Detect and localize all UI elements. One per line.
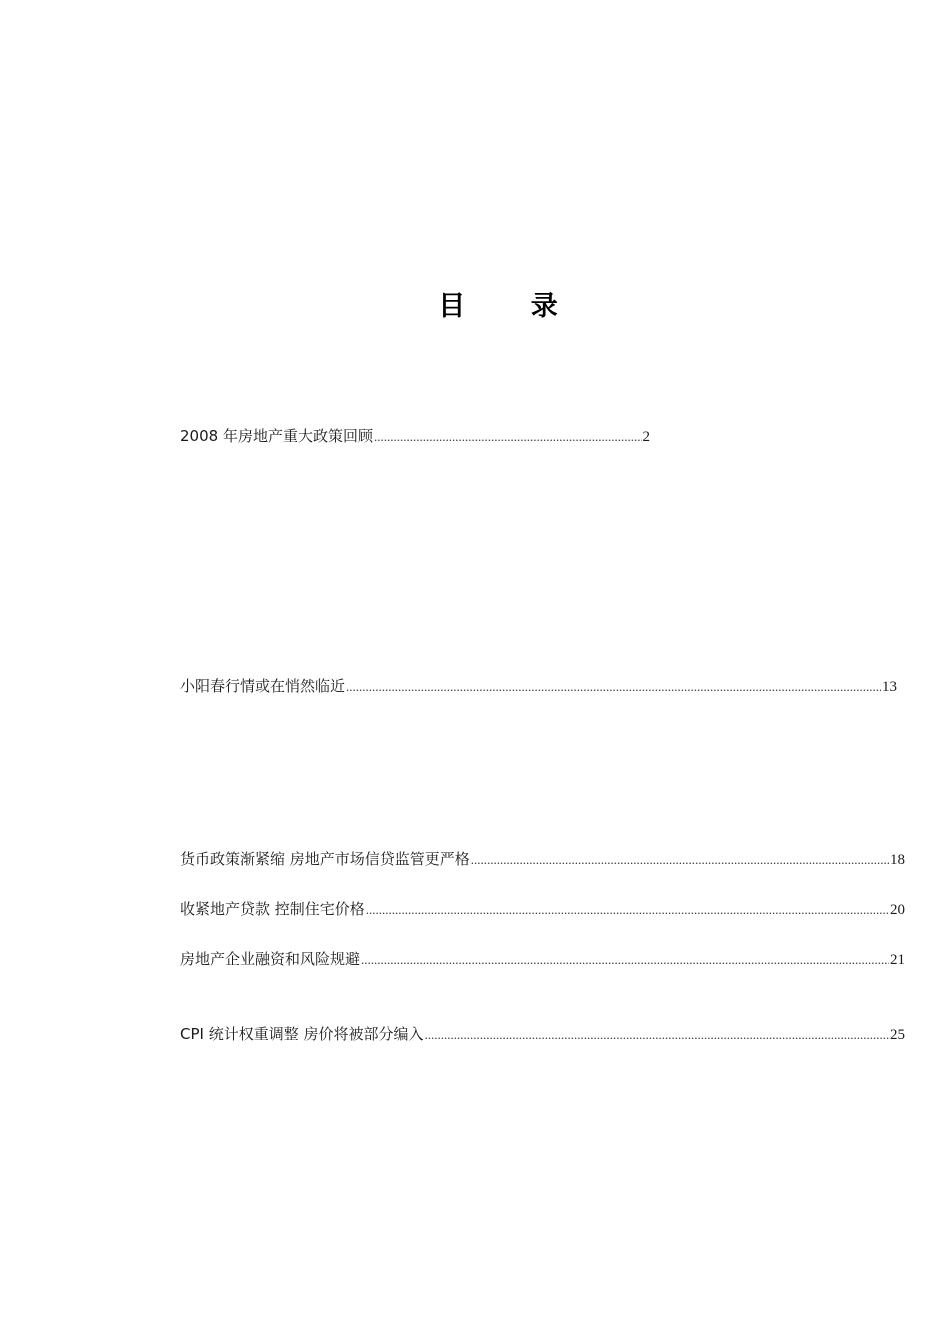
- toc-entry-label: 2008 年房地产重大政策回顾: [180, 427, 373, 445]
- toc-page-number: 18: [890, 852, 905, 868]
- toc-entry-label: 小阳春行情或在悄然临近: [180, 677, 346, 695]
- toc-entry-6[interactable]: [180, 1024, 905, 1045]
- toc-page-number: 13: [882, 679, 897, 695]
- toc-leader-dots: [366, 900, 889, 920]
- toc-title: 目 录: [438, 291, 586, 322]
- toc-page-number: 20: [890, 902, 905, 918]
- toc-entry-5[interactable]: [180, 949, 905, 970]
- toc-entry-label: 收紧地产贷款 控制住宅价格: [180, 900, 365, 918]
- toc-leader-dots: [471, 850, 889, 870]
- toc-entry-2[interactable]: [180, 676, 897, 697]
- toc-entry-label: 货币政策渐紧缩 房地产市场信贷监管更严格: [180, 850, 470, 868]
- toc-leader-dots: [424, 1025, 889, 1045]
- toc-page-number: 21: [890, 952, 905, 968]
- toc-entry-1[interactable]: [180, 426, 650, 447]
- toc-entry-3[interactable]: [180, 849, 905, 870]
- toc-entry-label: 房地产企业融资和风险规避: [180, 950, 361, 968]
- toc-leader-dots: [374, 427, 642, 447]
- toc-page-number: 25: [890, 1027, 905, 1043]
- toc-leader-dots: [361, 950, 889, 970]
- toc-entry-4[interactable]: [180, 899, 905, 920]
- toc-page-number: 2: [642, 429, 650, 445]
- toc-entry-label: CPI 统计权重调整 房价将被部分编入: [180, 1025, 424, 1043]
- toc-leader-dots: [346, 677, 881, 697]
